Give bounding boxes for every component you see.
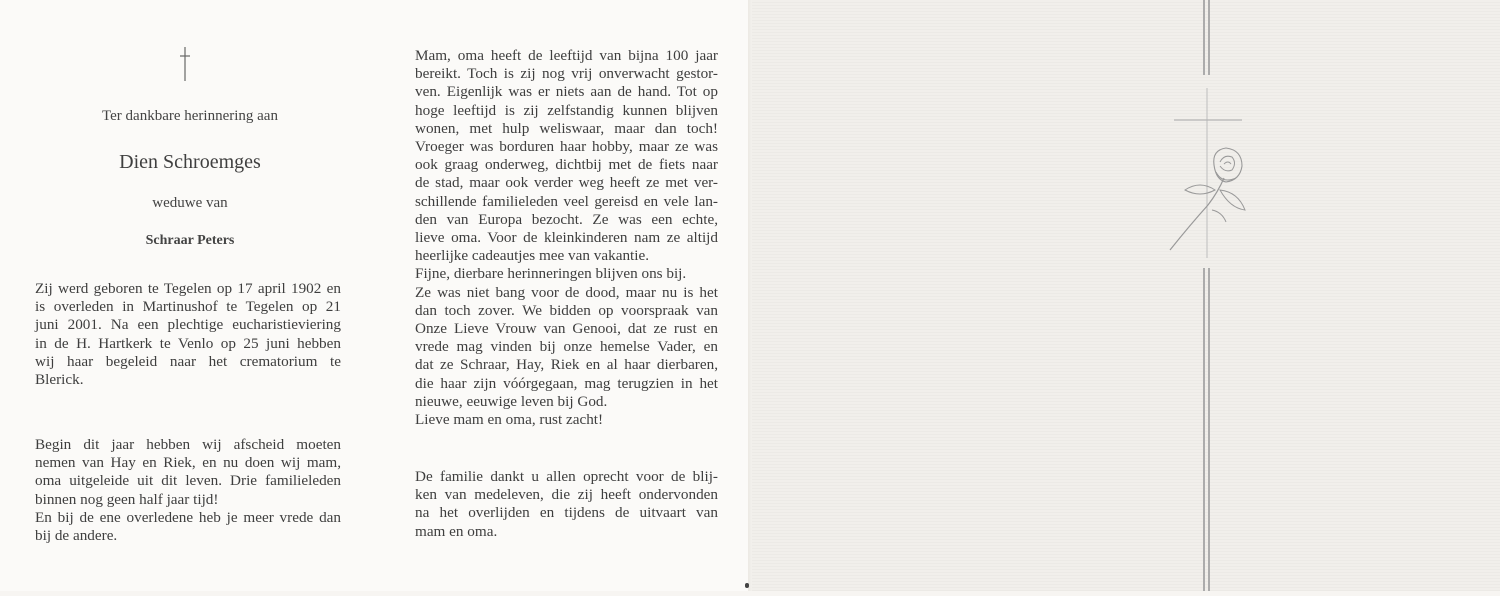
text-line: dan toch zover. We bidden op voorspraak van	[415, 301, 718, 319]
text-line: bij de andere.	[35, 527, 118, 545]
thanks-paragraph	[415, 468, 718, 541]
text-line: oma uitgeleide uit dit leven. Drie familieleden	[35, 472, 341, 490]
text-line: hoge leeftijd is zij zelfstandig kunnen blijven	[415, 101, 718, 119]
text-line: Begin dit jaar hebben wij afscheid moeten	[35, 436, 341, 453]
text-line: lieve oma. Voor de kleinkinderen nam ze altijd	[415, 229, 718, 247]
text-line: Fijne, dierbare herinneringen blijven ons bij.	[415, 265, 687, 283]
text-line: nieuwe, eeuwige leven bij God.	[415, 392, 608, 410]
text-line: juni 2001. Na een plechtige eucharistieviering	[35, 316, 341, 334]
cross-icon	[170, 45, 200, 83]
text-line: ken van medeleven, die zij heeft ondervonden	[415, 486, 718, 504]
text-line: Mam, oma heeft de leeftijd van bijna 100 jaar	[415, 47, 718, 64]
text-line: na het overlijden en tijdens de uitvaart van	[415, 504, 718, 522]
text-line: nemen van Hay en Riek, en nu doen wij mam,	[35, 454, 341, 472]
memory-paragraph	[415, 47, 718, 429]
text-line: De familie dankt u allen oprecht voor de blij-	[415, 468, 718, 485]
text-line: ven. Eigenlijk was er niets aan de hand. Tot op	[415, 83, 718, 101]
cover-panel	[752, 0, 1500, 591]
text-line: Ze was niet bang voor de dood, maar nu is het	[415, 283, 718, 301]
farewell-paragraph	[35, 436, 341, 545]
text-line: Blerick.	[35, 371, 84, 389]
cross-and-rose-emblem	[1160, 0, 1260, 591]
text-line: Vroeger was borduren haar hobby, maar ze was	[415, 138, 718, 156]
text-line: Zij werd geboren te Tegelen op 17 april 1902 en	[35, 280, 341, 297]
widow-of-label: weduwe van	[152, 195, 228, 211]
text-line: heerlijke cadeautjes mee van vakantie.	[415, 247, 650, 265]
dedication-line: Ter dankbare herinnering aan	[102, 108, 278, 124]
text-line: wonen, met hulp weliswaar, maar dan toch!	[415, 119, 718, 137]
birth-death-paragraph	[35, 280, 341, 389]
text-line: schillende familieleden veel gereisd en vele lan-	[415, 192, 718, 210]
text-line: vrede mag vinden bij onze hemelse Vader, en	[415, 338, 718, 356]
text-line: de stad, maar ook verder weg heeft ze met ver-	[415, 174, 718, 192]
text-line: Onze Lieve Vrouw van Genooi, dat ze rust en	[415, 320, 718, 338]
text-line: ook graag onderweg, dichtbij met de fiets naar	[415, 156, 718, 174]
text-line: is overleden in Martinushof te Tegelen op 21	[35, 298, 341, 316]
inside-panel	[0, 0, 752, 591]
text-line: wij haar begeleid naar het crematorium te	[35, 352, 341, 370]
text-line: mam en oma.	[415, 522, 498, 540]
text-line: in de H. Hartkerk te Venlo op 25 juni hebben	[35, 334, 341, 352]
text-line: binnen nog geen half jaar tijd!	[35, 490, 219, 508]
text-line: den van Europa bezocht. Ze was een echte,	[415, 210, 718, 228]
text-line: dat ze Schraar, Hay, Riek en al haar dierbaren,	[415, 356, 718, 374]
text-line: Lieve mam en oma, rust zacht!	[415, 411, 604, 429]
text-line: En bij de ene overledene heb je meer vrede dan	[35, 508, 341, 526]
deceased-name: Dien Schroemges	[119, 151, 261, 173]
text-line: die haar zijn vóórgegaan, mag terugzien in het	[415, 374, 718, 392]
paper-speck	[745, 583, 749, 588]
text-line: bereikt. Toch is zij nog vrij onverwacht gestor-	[415, 65, 718, 83]
spouse-name: Schraar Peters	[145, 233, 235, 248]
